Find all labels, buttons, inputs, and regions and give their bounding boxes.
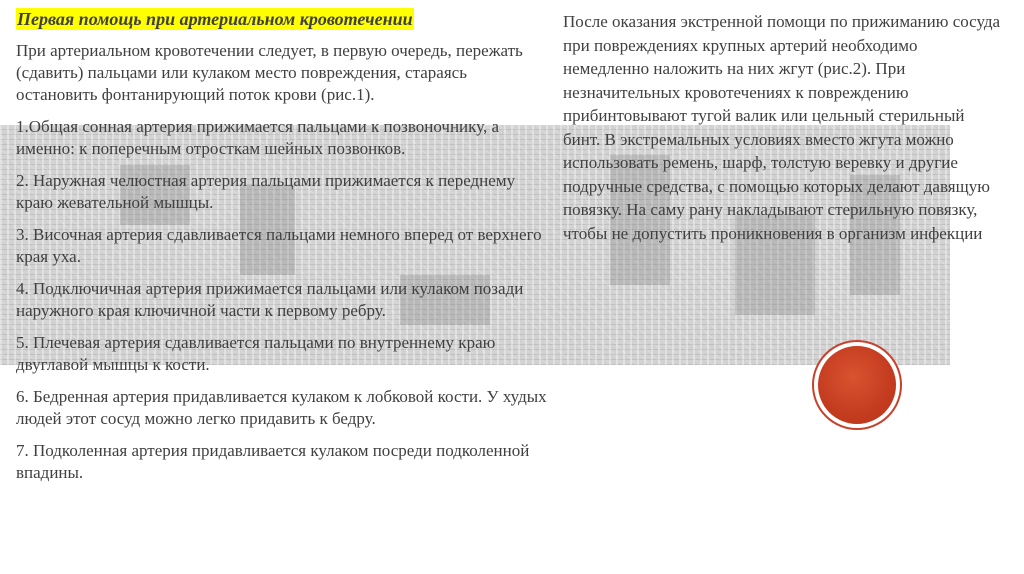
right-column <box>563 10 1003 245</box>
section-heading: Первая помощь при артериальном кровотечении <box>17 9 413 29</box>
list-item-carotid: 1.Общая сонная артерия прижимается пальцами к позвоночнику, а именно: к поперечным отросткам шейных позвонков. <box>16 117 499 158</box>
list-item-subclavian: 4. Подключичная артерия прижимается пальцами или кулаком позади наружного края ключичной части к первому ребру. <box>16 279 524 320</box>
list-item-brachial: 5. Плечевая артерия сдавливается пальцами по внутреннему краю двуглавой мышцы к кости. <box>16 333 496 374</box>
left-column <box>16 8 551 494</box>
circle-fill <box>818 346 896 424</box>
decorative-circle-icon <box>812 340 902 430</box>
intro-paragraph: При артериальном кровотечении следует, в первую очередь, пережать (сдавить) пальцами или кулаком место повреждения, стараясь остановить фонтанирующий поток крови (рис.1). <box>16 41 523 104</box>
list-item-maxillary: 2. Наружная челюстная артерия пальцами прижимается к переднему краю жевательной мышцы. <box>16 171 516 212</box>
list-item-femoral: 6. Бедренная артерия придавливается кулаком к лобковой кости. У худых людей этот сосуд можно легко придавить к бедру. <box>16 387 547 428</box>
list-item-temporal: 3. Височная артерия сдавливается пальцами немного вперед от верхнего края уха. <box>16 225 542 266</box>
list-item-popliteal: 7. Подколенная артерия придавливается кулаком посреди подколенной впадины. <box>16 441 530 482</box>
tourniquet-paragraph: После оказания экстренной помощи по прижиманию сосуда при повреждениях крупных артерий необходимо немедленно наложить на них жгут (рис.2). При незначительных кровотечениях к повреждению прибинтовывают тугой валик или цельный стерильный бинт. В экстремальных условиях вместо жгута можно использовать ремень, шарф, толстую веревку и другие подручные средства, с помощью которых делают давящую повязку. На саму рану накладывают стерильную повязку, чтобы не допустить проникновения в организм инфекции <box>563 12 1001 243</box>
